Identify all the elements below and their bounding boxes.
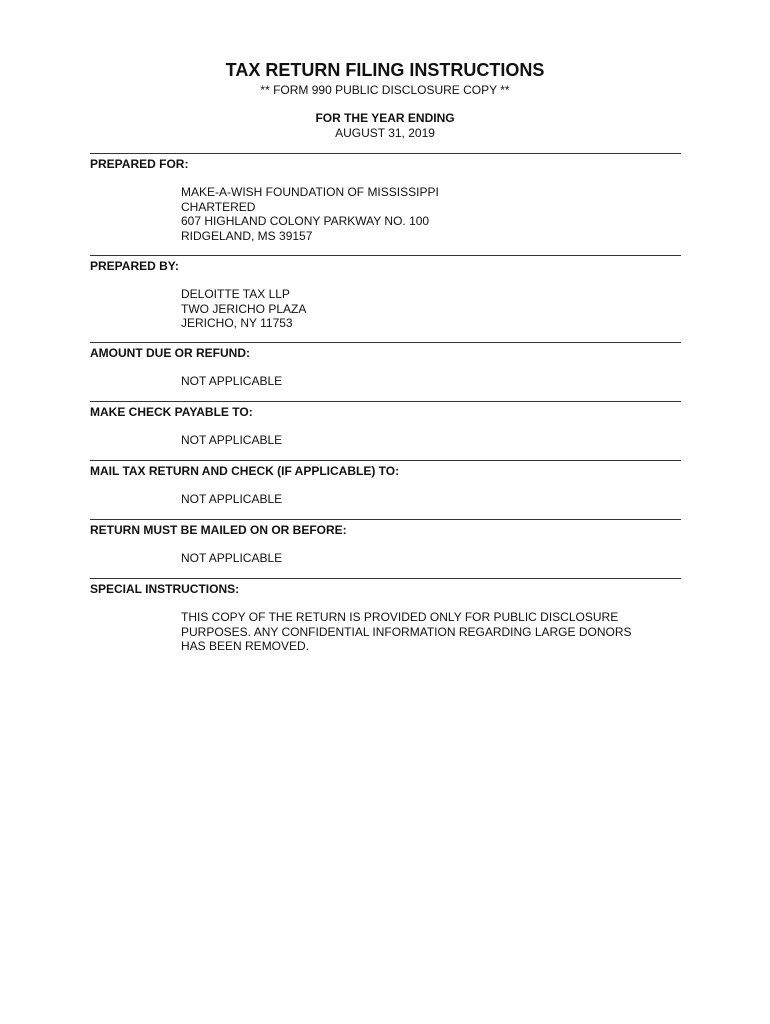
year-ending-label: FOR THE YEAR ENDING <box>315 111 455 125</box>
year-ending-date: AUGUST 31, 2019 <box>335 126 435 140</box>
instruction-line: HAS BEEN REMOVED. <box>181 639 310 653</box>
address-line: TWO JERICHO PLAZA <box>181 301 307 316</box>
check-payable-label: MAKE CHECK PAYABLE TO: <box>90 405 253 419</box>
mail-to-label: MAIL TAX RETURN AND CHECK (IF APPLICABLE) TO: <box>90 464 400 478</box>
check-payable-value: NOT APPLICABLE <box>181 433 283 447</box>
prepared-for-label: PREPARED FOR: <box>90 157 189 171</box>
instruction-line: PURPOSES. ANY CONFIDENTIAL INFORMATION REGARDING LARGE DONORS <box>181 624 632 639</box>
amount-due-value: NOT APPLICABLE <box>181 374 283 388</box>
amount-due-label: AMOUNT DUE OR REFUND: <box>90 346 250 360</box>
prepared-by-section <box>90 255 681 331</box>
check-payable-section <box>90 401 681 448</box>
special-instructions-section <box>90 578 681 654</box>
instruction-line: THIS COPY OF THE RETURN IS PROVIDED ONLY FOR PUBLIC DISCLOSURE <box>181 610 619 624</box>
mail-before-section <box>90 519 681 566</box>
prepared-for-address <box>181 185 681 243</box>
amount-due-section <box>90 342 681 389</box>
prepared-by-label: PREPARED BY: <box>90 259 179 273</box>
mail-to-section <box>90 460 681 507</box>
address-line: RIDGELAND, MS 39157 <box>181 228 313 243</box>
address-line: 607 HIGHLAND COLONY PARKWAY NO. 100 <box>181 214 430 228</box>
prepared-by-address <box>181 287 681 331</box>
address-line: JERICHO, NY 11753 <box>181 316 293 330</box>
address-line: CHARTERED <box>181 199 256 214</box>
document-title: TAX RETURN FILING INSTRUCTIONS <box>225 60 545 80</box>
mail-before-value: NOT APPLICABLE <box>181 551 283 565</box>
address-line: DELOITTE TAX LLP <box>181 287 290 301</box>
mail-to-value: NOT APPLICABLE <box>181 492 283 506</box>
mail-before-label: RETURN MUST BE MAILED ON OR BEFORE: <box>90 523 347 537</box>
special-instructions-label: SPECIAL INSTRUCTIONS: <box>90 582 240 596</box>
document-subtitle: ** FORM 990 PUBLIC DISCLOSURE COPY ** <box>260 83 510 97</box>
special-instructions-text <box>181 610 681 654</box>
prepared-for-section <box>90 153 681 243</box>
address-line: MAKE-A-WISH FOUNDATION OF MISSISSIPPI <box>181 185 439 199</box>
